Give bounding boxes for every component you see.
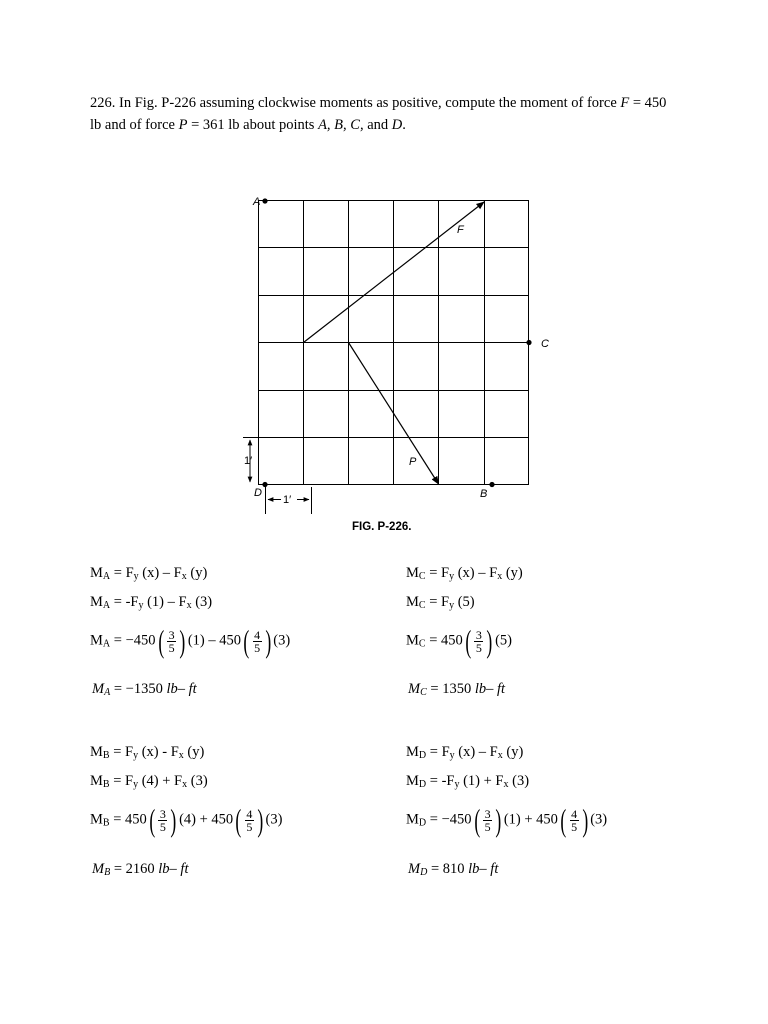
problem-text: = 361 lb about points — [187, 117, 319, 133]
eq-d-line3: $M_D = -450$( $\frac{3}{5}$ ) (1) + 450( $\frac{4}{5}$ ) (3) — [406, 802, 608, 838]
problem-text: and — [363, 117, 392, 133]
label-b: B — [480, 488, 488, 500]
label-c: C — [541, 338, 549, 350]
point-b-dot — [489, 482, 494, 487]
eq-d-line2: $M_D = -F_y$ $(1) + F_x$ (3) — [406, 773, 530, 790]
eq-c-line2: $M_C = F_y$ (5) — [406, 594, 475, 611]
point-d-dot — [262, 482, 267, 487]
eq-a-line1: $M_A = F_y$ $(x) - F_x$ (y) — [90, 565, 208, 582]
eq-c-result: $M_C = 1350$ lb– ft — [408, 681, 506, 698]
eq-b-line1: $M_B = F_y$ $(x) - F_x$ (y) — [90, 744, 205, 761]
eq-c-line1: $M_C = F_y$ $(x) - F_x$ (y) — [406, 565, 523, 582]
force-diagram — [240, 185, 550, 520]
eq-a-result: $M_A = -1350$ lb– ft — [92, 681, 197, 698]
var-points: A, B, C, — [318, 117, 364, 133]
eq-b-result: $M_B = 2160$ lb– ft — [92, 861, 189, 878]
var-d: D — [391, 117, 403, 133]
eq-a-line3: $M_A = -450$( $\frac{3}{5}$ ) (1) – 450( $\frac{4}{5}$ ) (3) — [90, 623, 291, 659]
eq-b-line2: $M_B = F_y$ $(4) + F_x$ (3) — [90, 773, 208, 790]
problem-text: In Fig. P-226 assuming clockwise moments as positive, compute the moment of force — [115, 95, 621, 111]
grid — [259, 201, 529, 485]
var-p: P — [178, 117, 188, 133]
eq-d-line1: $M_D = F_y$ $(x) - F_x$ (y) — [406, 744, 524, 761]
label-a: A — [253, 196, 261, 208]
eq-d-result: $M_D = 810$ lb– ft — [408, 861, 499, 878]
label-f: F — [457, 224, 464, 236]
problem-text: = 450 lb and of force — [90, 95, 667, 133]
figure-p226 — [240, 185, 550, 525]
figure-caption: FIG. P-226. — [352, 521, 412, 533]
eq-b-line3: $M_B = 450$( $\frac{3}{5}$ ) (4) + 450( $\frac{4}{5}$ ) (3) — [90, 802, 283, 838]
dim-horizontal-label: 1′ — [283, 494, 292, 506]
label-d: D — [254, 487, 262, 499]
var-f: F — [620, 95, 630, 111]
problem-statement — [90, 92, 680, 136]
label-p: P — [409, 456, 417, 468]
eq-c-line3: $M_C = 450$( $\frac{3}{5}$ ) (5) — [406, 623, 512, 659]
point-c-dot — [526, 340, 531, 345]
problem-number: 226. — [90, 95, 116, 111]
dim-vertical-label: 1′ — [244, 455, 253, 467]
point-a-dot — [262, 198, 267, 203]
eq-a-line2: $M_A = -F_y$ $(1) - F_x$ (3) — [90, 594, 213, 611]
problem-text: . — [402, 117, 406, 133]
